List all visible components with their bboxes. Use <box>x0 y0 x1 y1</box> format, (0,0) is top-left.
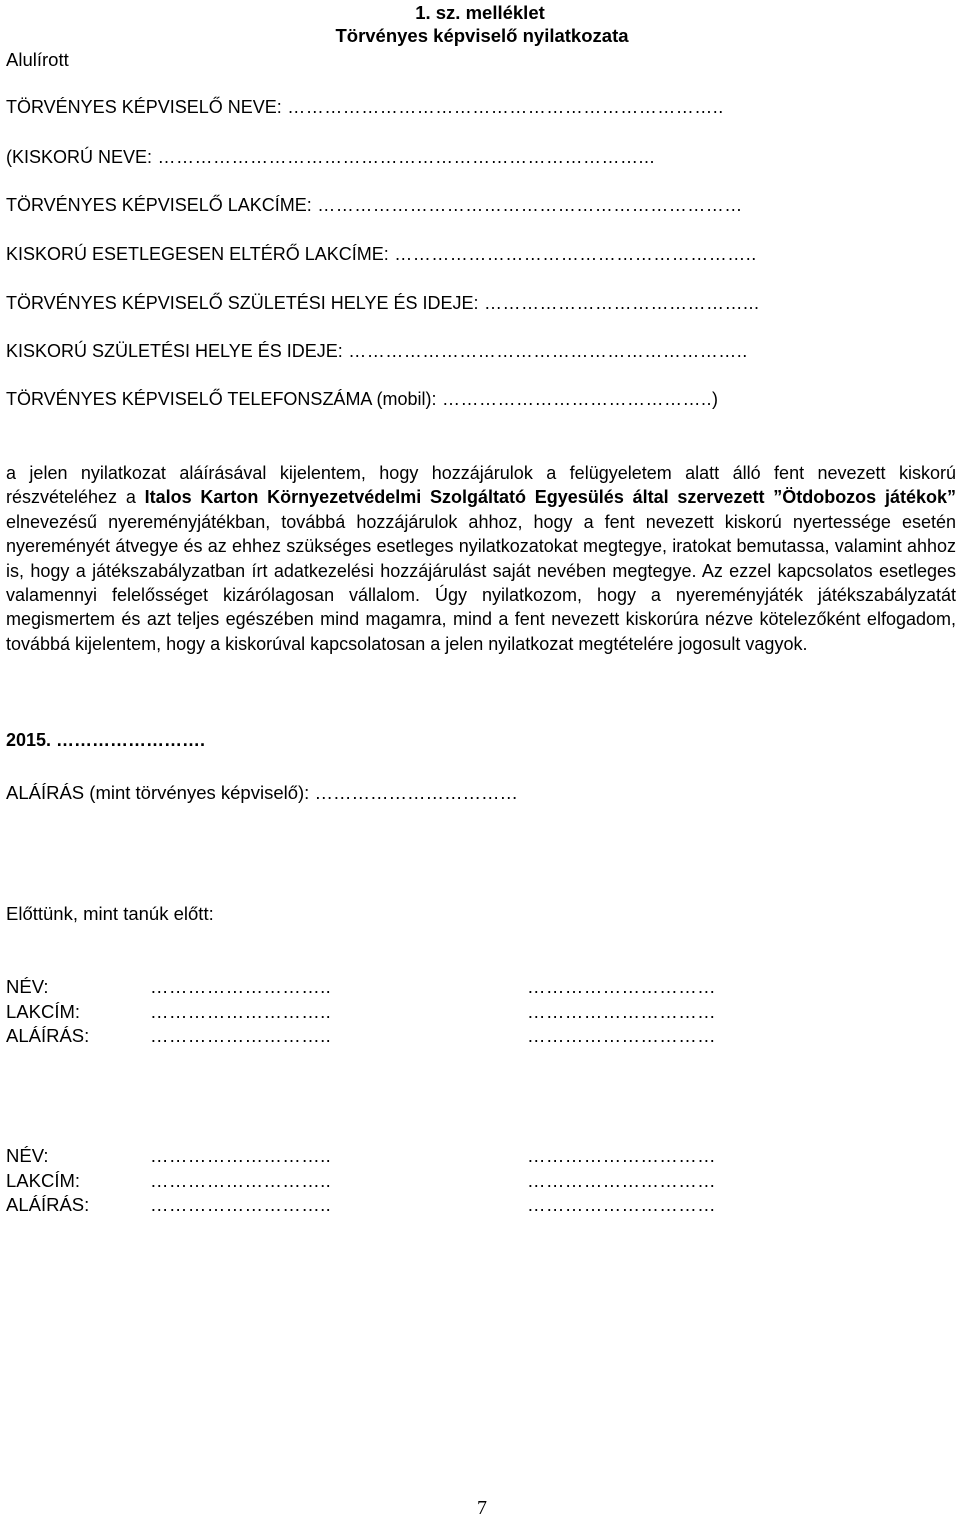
witness-address-row <box>6 1000 906 1025</box>
field-label: KISKORÚ SZÜLETÉSI HELYE ÉS IDEJE: <box>6 341 343 361</box>
field-label: (KISKORÚ NEVE: <box>6 147 153 167</box>
field-fill-line: …………………………………………………………… <box>311 195 743 215</box>
field-fill-line: ……………………………………………………….. <box>342 341 748 361</box>
field-fill-line: ……………………………………………………………………... <box>152 147 656 167</box>
page-number: 7 <box>477 1497 487 1519</box>
field-fill-line: ……………………………………..) <box>436 389 719 409</box>
field-representative-birth <box>6 292 760 314</box>
witness-intro: Előttünk, mint tanúk előtt: <box>6 903 214 924</box>
witness-fill-line: ……………………….. <box>150 1169 332 1191</box>
declaration-text-end: elnevezésű nyereményjátékban, továbbá hozzájárulok ahhoz, hogy a fent nevezett kiskorú nyertessége esetén nyereményét átvegye és az ehhez szükséges esetleges nyilatkozatokat megtegye, iratokat bemutassa, valamint ahhoz is, hogy a játékszabályzatban írt adatkezelési hozzájárulást saját nevében megtegye. Az ezzel kapcsolatos esetleges valamennyi felelősséget kizárólagosan vállalom. Úgy nyilatkozom, hogy a nyereményjáték játékszabályzatát megismertem és azt teljes egészében mind magamra, mind a fent nevezett kiskorúra nézve kötelezőként elfogadom, továbbá kijelentem, hogy a kiskorúval kapcsolatosan a jelen nyilatkozat megtételére jogosult vagyok. <box>6 511 956 654</box>
undersigned-label: Alulírott <box>6 49 69 70</box>
witness-fill-line: ………………………… <box>527 1194 716 1215</box>
declaration-paragraph <box>6 461 956 656</box>
field-fill-line: ……………………………………... <box>478 293 760 313</box>
witness-fill-line: ………………………… <box>527 1000 716 1022</box>
witness-fill-line: ………………………… <box>527 976 716 997</box>
field-fill-line: …………………………………………………………….. <box>281 97 724 117</box>
declaration-text-start: a jelen nyilatkozat aláírásával kijelentem, hogy hozzájárulok a felügyeletem alatt álló fent nevezett kiskorú részvételéhez a <box>6 463 956 508</box>
witness-row-label: ALÁÍRÁS: <box>6 1025 90 1046</box>
witness-fill-line: ………………………… <box>527 1169 716 1191</box>
witness-row-label: NÉV: <box>6 976 49 997</box>
witness-name-row <box>6 975 906 1000</box>
signature-label: ALÁÍRÁS (mint törvényes képviselő): <box>6 782 310 803</box>
field-minor-alt-address <box>6 243 757 265</box>
field-representative-name <box>6 96 724 118</box>
witness-fill-line: ……………………….. <box>150 1000 332 1022</box>
representative-signature-line <box>6 782 518 804</box>
witness-row-label: LAKCÍM: <box>6 1000 81 1022</box>
field-representative-phone <box>6 388 718 410</box>
witness-block-1 <box>6 975 906 1049</box>
field-representative-address <box>6 194 743 216</box>
witness-row-label: NÉV: <box>6 1145 49 1166</box>
field-minor-birth <box>6 340 748 362</box>
signature-fill-line: …………………………… <box>309 782 518 803</box>
field-minor-name <box>6 146 655 168</box>
witness-fill-line: ……………………….. <box>150 976 332 997</box>
witness-block-2 <box>6 1144 906 1218</box>
annex-title: Törvényes képviselő nyilatkozata <box>335 25 629 46</box>
witness-fill-line: ……………………….. <box>150 1194 332 1215</box>
witness-fill-line: ……………………….. <box>150 1025 332 1046</box>
field-label: TÖRVÉNYES KÉPVISELŐ TELEFONSZÁMA (mobil): <box>6 389 437 409</box>
witness-name-row <box>6 1144 906 1169</box>
witness-fill-line: ………………………… <box>527 1145 716 1166</box>
field-label: TÖRVÉNYES KÉPVISELŐ SZÜLETÉSI HELYE ÉS IDEJE: <box>6 293 479 313</box>
organizer-name: Italos Karton Környezetvédelmi Szolgáltató Egyesülés által szervezett ”Ötdobozos játékok” <box>144 487 956 508</box>
witness-row-label: LAKCÍM: <box>6 1169 81 1191</box>
witness-signature-row <box>6 1193 906 1218</box>
annex-number: 1. sz. melléklet <box>415 2 545 23</box>
date-line: 2015. ……………………. <box>6 730 206 750</box>
field-label: KISKORÚ ESETLEGESEN ELTÉRŐ LAKCÍME: <box>6 244 389 264</box>
field-label: TÖRVÉNYES KÉPVISELŐ NEVE: <box>6 97 282 117</box>
document-header <box>0 0 960 80</box>
witness-fill-line: ……………………….. <box>150 1145 332 1166</box>
witness-row-label: ALÁÍRÁS: <box>6 1194 90 1215</box>
witness-fill-line: ………………………… <box>527 1025 716 1046</box>
field-label: TÖRVÉNYES KÉPVISELŐ LAKCÍME: <box>6 195 312 215</box>
field-fill-line: ………………………………………………….. <box>388 244 757 264</box>
witness-address-row <box>6 1169 906 1194</box>
witness-signature-row <box>6 1024 906 1049</box>
